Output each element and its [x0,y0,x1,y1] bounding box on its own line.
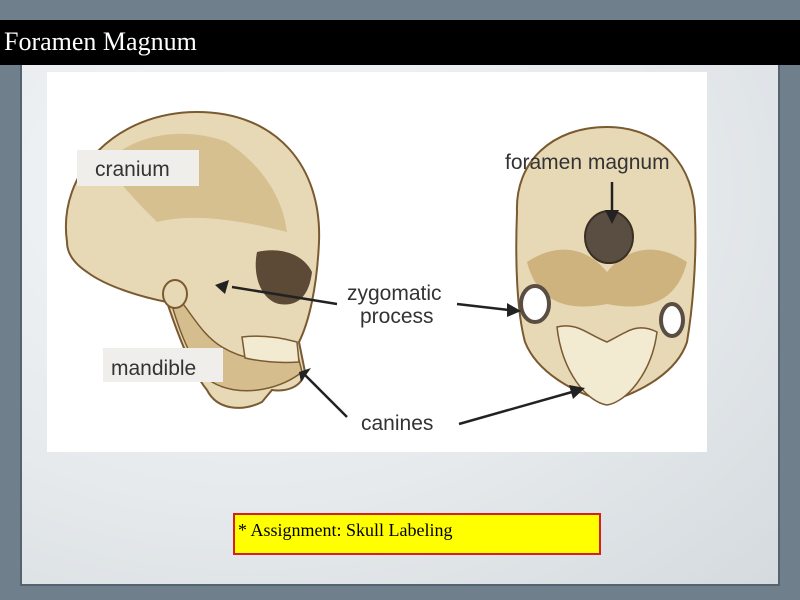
arrow-canines-left [305,375,347,417]
teeth-side [242,336,299,362]
ear-opening [163,280,187,308]
label-cranium: cranium [95,158,170,181]
skull-illustration [47,72,707,452]
right-zygomatic-opening [661,304,683,336]
label-foramen-magnum: foramen magnum [505,151,670,174]
label-zygomatic-line1: zygomatic [347,282,442,305]
arrow-canines-right [459,392,572,424]
label-canines: canines [361,412,434,435]
left-zygomatic-opening [521,286,549,322]
skull-diagram [47,72,707,452]
foramen-magnum-hole [585,211,633,263]
assignment-text: * Assignment: Skull Labeling [238,520,453,540]
slide-title: Foramen Magnum [4,27,197,56]
arrow-zygomatic-right [457,304,509,310]
label-zygomatic-line2: process [360,305,434,328]
label-mandible: mandible [111,357,197,380]
